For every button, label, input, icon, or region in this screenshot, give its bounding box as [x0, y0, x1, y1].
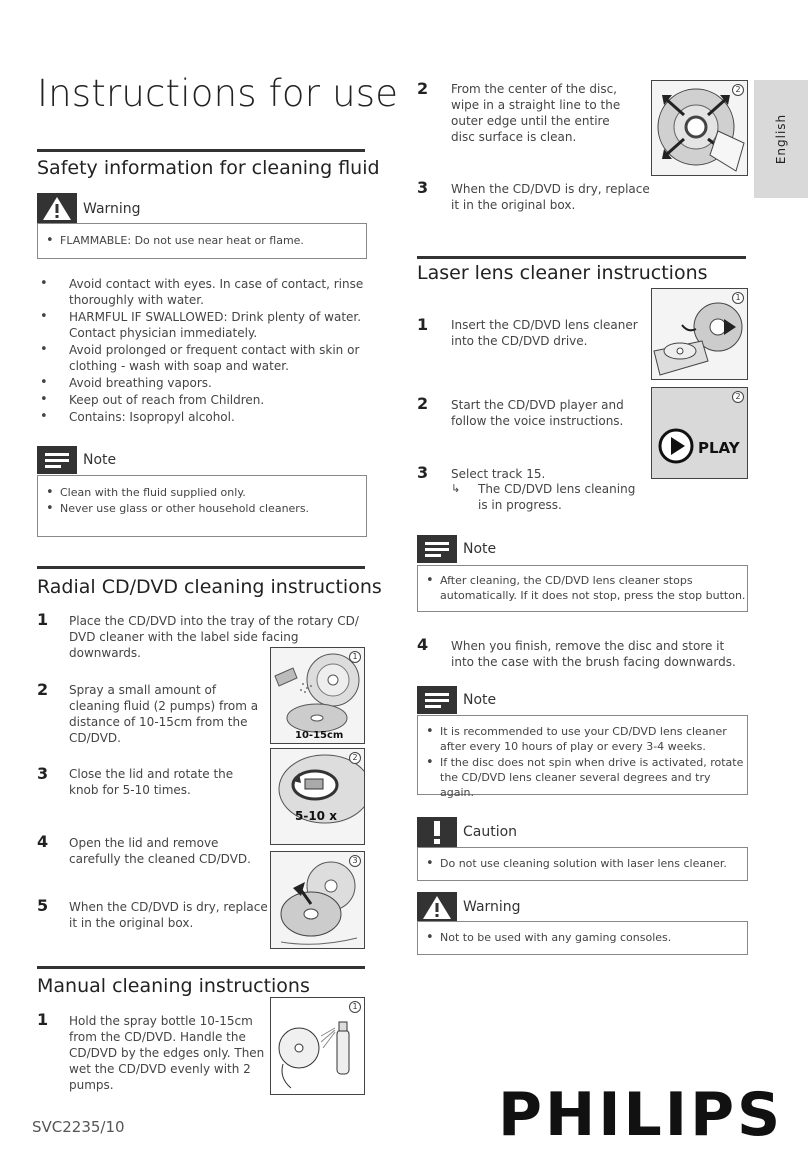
step-number: 3 — [37, 764, 49, 783]
step-text: Start the CD/DVD player and follow the voice instructions. — [451, 398, 624, 428]
language-tab-label: English — [774, 113, 788, 165]
distance-label: 10-15cm — [295, 730, 344, 741]
figure-number: 2 — [349, 752, 361, 764]
step-number: 5 — [37, 896, 49, 915]
rotate-knob-illustration — [270, 748, 365, 845]
safety-heading: Safety information for cleaning fluid — [37, 157, 380, 179]
laser-note-label: Note — [463, 541, 497, 557]
laser-note-label-2: Note — [463, 692, 497, 708]
list-item: • After cleaning, the CD/DVD lens cleaner stops automatically. If it does not stop, press the stop button. — [418, 573, 747, 603]
list-item: • Never use glass or other household cleaners. — [38, 501, 366, 516]
language-tab — [754, 80, 808, 198]
laser-warning-label: Warning — [463, 899, 521, 915]
step-number: 1 — [37, 610, 49, 629]
list-item: • HARMFUL IF SWALLOWED: Drink plenty of water. Contact physician immediately. — [37, 309, 367, 341]
list-item: • Not to be used with any gaming consoles. — [418, 930, 747, 945]
caution-icon — [417, 817, 457, 847]
radial-rule — [37, 566, 365, 569]
step-text: Spray a small amount of cleaning fluid (2 pumps) from a distance of 10-15cm from the CD/DVD. — [69, 683, 259, 745]
laser-warning-box — [417, 921, 748, 955]
step-number: 1 — [417, 315, 429, 334]
safety-note-box — [37, 475, 367, 537]
list-item: • Keep out of reach from Children. — [37, 392, 367, 408]
step-text: Select track 15. — [451, 467, 546, 481]
laser-rule — [417, 256, 746, 259]
step-number: 4 — [417, 635, 429, 654]
step-text: When you finish, remove the disc and store it into the case with the brush facing downwards. — [451, 639, 736, 669]
result-arrow-icon: ↳ — [451, 482, 461, 495]
remove-disc-illustration — [270, 851, 365, 949]
step-text: Place the CD/DVD into the tray of the rotary CD/ DVD cleaner with the label side facing downwards. — [69, 614, 359, 660]
step-text: Close the lid and rotate the knob for 5-10 times. — [69, 767, 234, 797]
manual-spray-illustration — [270, 997, 365, 1095]
figure-number: 1 — [349, 1001, 361, 1013]
step-number: 2 — [37, 680, 49, 699]
safety-list — [37, 276, 367, 426]
insert-lens-cleaner-illustration — [651, 288, 748, 380]
step-number: 3 — [417, 178, 429, 197]
laser-note-box-1 — [417, 565, 748, 612]
radial-heading: Radial CD/DVD cleaning instructions — [37, 576, 382, 598]
step-number: 2 — [417, 394, 429, 413]
safety-warning-box — [37, 223, 367, 259]
page-title: Instructions for use — [37, 72, 399, 115]
model-number: SVC2235/10 — [32, 1118, 125, 1136]
note-icon — [417, 535, 457, 563]
figure-number: 1 — [349, 651, 361, 663]
warning-icon — [37, 193, 77, 223]
brand-logo: PHILIPS — [498, 1080, 784, 1150]
list-item: • Avoid prolonged or frequent contact with skin or clothing - wash with soap and water. — [37, 342, 367, 374]
list-item: • Clean with the fluid supplied only. — [38, 485, 366, 500]
list-item: • Avoid breathing vapors. — [37, 375, 367, 391]
figure-number: 1 — [732, 292, 744, 304]
list-item: • Avoid contact with eyes. In case of contact, rinse thoroughly with water. — [37, 276, 367, 308]
step-text: When the CD/DVD is dry, replace it in the original box. — [69, 900, 268, 930]
list-item: • It is recommended to use your CD/DVD lens cleaner after every 10 hours of play or every 3-4 weeks. — [418, 724, 747, 754]
laser-heading: Laser lens cleaner instructions — [417, 262, 708, 284]
step-text: Insert the CD/DVD lens cleaner into the CD/DVD drive. — [451, 318, 638, 348]
step-number: 3 — [417, 463, 429, 482]
list-item: • Contains: Isopropyl alcohol. — [37, 409, 367, 425]
step-text: From the center of the disc, wipe in a straight line to the outer edge until the entire disc surface is clean. — [451, 82, 621, 144]
note-icon — [37, 446, 77, 474]
list-item: • If the disc does not spin when drive is activated, rotate the CD/DVD lens cleaner several degrees and try again. — [418, 755, 747, 800]
step-number: 2 — [417, 79, 429, 98]
list-item: • Do not use cleaning solution with laser lens cleaner. — [418, 856, 747, 871]
list-item: • FLAMMABLE: Do not use near heat or flame. — [38, 233, 366, 248]
rotation-count-label: 5-10 x — [295, 809, 337, 823]
caution-label: Caution — [463, 824, 518, 840]
laser-note-box-2 — [417, 715, 748, 799]
warning-icon — [417, 892, 457, 922]
figure-number: 2 — [732, 391, 744, 403]
step-text: When the CD/DVD is dry, replace it in the original box. — [451, 182, 650, 212]
play-label: PLAY — [698, 439, 740, 457]
wipe-disc-illustration — [651, 80, 748, 176]
caution-box — [417, 847, 748, 881]
note-icon — [417, 686, 457, 714]
step-text: Hold the spray bottle 10-15cm from the CD/DVD. Handle the CD/DVD by the edges only. Then wet the CD/DVD evenly with 2 pumps. — [69, 1014, 265, 1092]
manual-heading: Manual cleaning instructions — [37, 975, 310, 997]
play-illustration — [651, 387, 748, 479]
figure-number: 2 — [732, 84, 744, 96]
step-text: Open the lid and remove carefully the cleaned CD/DVD. — [69, 836, 251, 866]
step-number: 4 — [37, 832, 49, 851]
figure-number: 3 — [349, 855, 361, 867]
manual-rule — [37, 966, 365, 969]
step-number: 1 — [37, 1010, 49, 1029]
safety-note-label: Note — [83, 452, 117, 468]
step-result-text: The CD/DVD lens cleaning is in progress. — [478, 482, 636, 512]
spray-disc-illustration — [270, 647, 365, 744]
safety-warning-label: Warning — [83, 201, 141, 217]
safety-rule — [37, 149, 365, 152]
